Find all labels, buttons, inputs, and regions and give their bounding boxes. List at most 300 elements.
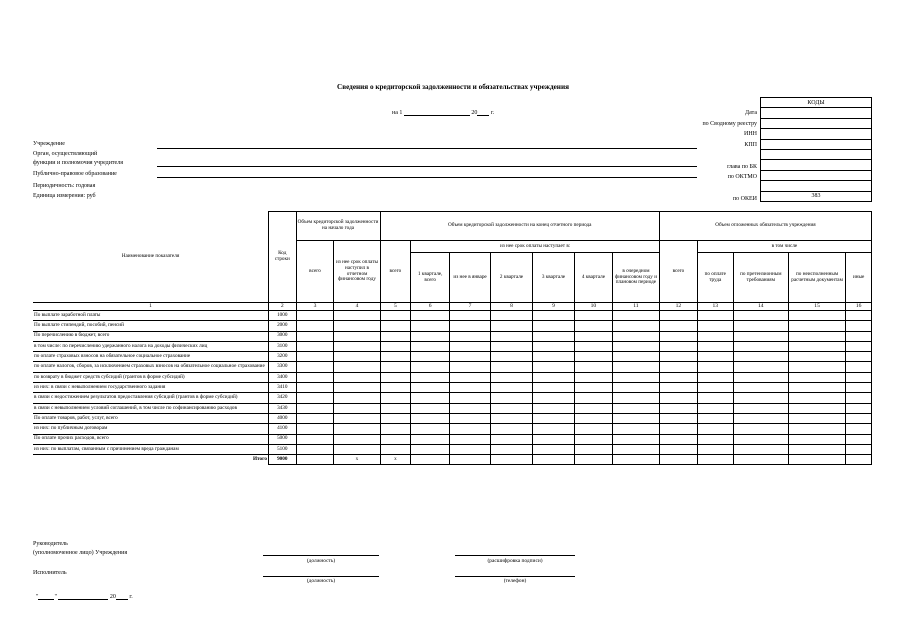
value-cell[interactable] bbox=[697, 331, 733, 341]
value-cell[interactable] bbox=[733, 434, 788, 444]
value-cell[interactable] bbox=[733, 321, 788, 331]
header-oblig-incl: в том числе bbox=[697, 241, 871, 253]
value-cell[interactable] bbox=[380, 341, 411, 351]
codes-label-bk: глава по БК bbox=[727, 164, 757, 170]
header-labor: по оплате труда bbox=[697, 253, 733, 303]
value-cell[interactable] bbox=[574, 372, 612, 382]
value-cell[interactable] bbox=[788, 372, 845, 382]
total-cell[interactable] bbox=[659, 455, 697, 465]
value-cell[interactable] bbox=[659, 434, 697, 444]
code-bk-cell[interactable] bbox=[761, 160, 872, 170]
value-cell[interactable] bbox=[380, 403, 411, 413]
value-cell[interactable] bbox=[659, 413, 697, 423]
value-cell[interactable] bbox=[380, 362, 411, 372]
value-cell[interactable] bbox=[450, 403, 491, 413]
value-cell[interactable] bbox=[788, 331, 845, 341]
code-date-cell[interactable] bbox=[761, 108, 872, 118]
header-next-year: в очередном финансовом году и плановом периоде bbox=[612, 253, 659, 303]
value-cell[interactable] bbox=[380, 444, 411, 454]
value-cell[interactable] bbox=[612, 393, 659, 403]
value-cell[interactable] bbox=[450, 434, 491, 444]
value-cell[interactable] bbox=[697, 362, 733, 372]
value-cell[interactable] bbox=[380, 424, 411, 434]
value-cell[interactable] bbox=[533, 413, 575, 423]
value-cell[interactable] bbox=[491, 383, 533, 393]
value-cell[interactable] bbox=[659, 383, 697, 393]
institution-line[interactable] bbox=[157, 148, 697, 149]
table-row bbox=[33, 341, 872, 351]
value-cell[interactable] bbox=[846, 372, 872, 382]
value-cell[interactable] bbox=[574, 383, 612, 393]
row-name: По оплате прочих расходов, всего bbox=[33, 434, 268, 444]
total-cell[interactable] bbox=[450, 455, 491, 465]
table-row bbox=[33, 403, 872, 413]
value-cell[interactable] bbox=[574, 331, 612, 341]
value-cell[interactable] bbox=[380, 393, 411, 403]
value-cell[interactable] bbox=[411, 341, 450, 351]
label-authority-1: Орган, осуществляющий bbox=[33, 151, 98, 157]
value-cell[interactable] bbox=[380, 434, 411, 444]
value-cell[interactable] bbox=[788, 383, 845, 393]
main-table bbox=[33, 211, 872, 465]
value-cell[interactable] bbox=[574, 444, 612, 454]
value-cell[interactable] bbox=[334, 424, 380, 434]
value-cell[interactable] bbox=[380, 352, 411, 362]
value-cell[interactable] bbox=[733, 424, 788, 434]
value-cell[interactable] bbox=[491, 413, 533, 423]
value-cell[interactable] bbox=[450, 393, 491, 403]
value-cell[interactable] bbox=[697, 444, 733, 454]
codes-label-registry: по Сводному реестру bbox=[702, 121, 757, 127]
value-cell[interactable] bbox=[450, 413, 491, 423]
total-cell[interactable] bbox=[788, 455, 845, 465]
value-cell[interactable] bbox=[411, 403, 450, 413]
row-code: 1000 bbox=[268, 311, 296, 321]
executor-position-line[interactable] bbox=[263, 576, 379, 577]
value-cell[interactable] bbox=[612, 372, 659, 382]
row-name: По оплате товаров, работ, услуг, всего bbox=[33, 413, 268, 423]
value-cell[interactable] bbox=[697, 424, 733, 434]
value-cell[interactable] bbox=[533, 352, 575, 362]
value-cell[interactable] bbox=[612, 403, 659, 413]
value-cell[interactable] bbox=[788, 311, 845, 321]
value-cell[interactable] bbox=[612, 362, 659, 372]
row-code: 3400 bbox=[268, 372, 296, 382]
report-date-line bbox=[392, 108, 494, 116]
value-cell[interactable] bbox=[574, 393, 612, 403]
value-cell[interactable] bbox=[380, 321, 411, 331]
value-cell[interactable] bbox=[612, 413, 659, 423]
code-kpp-cell[interactable] bbox=[761, 139, 872, 149]
codes-label-okei: по ОКЕИ bbox=[732, 196, 757, 202]
code-empty-cell[interactable] bbox=[761, 149, 872, 159]
value-cell[interactable] bbox=[574, 341, 612, 351]
value-cell[interactable] bbox=[659, 311, 697, 321]
value-cell[interactable] bbox=[697, 341, 733, 351]
value-cell[interactable] bbox=[380, 413, 411, 423]
header-q2: 2 квартале bbox=[491, 253, 533, 303]
header-code: Код строки bbox=[268, 212, 296, 303]
value-cell[interactable] bbox=[450, 341, 491, 351]
value-cell[interactable] bbox=[296, 424, 334, 434]
value-cell[interactable] bbox=[846, 444, 872, 454]
value-cell[interactable] bbox=[533, 341, 575, 351]
column-number: 5 bbox=[380, 303, 411, 311]
value-cell[interactable] bbox=[411, 352, 450, 362]
value-cell[interactable] bbox=[788, 393, 845, 403]
value-cell[interactable] bbox=[334, 444, 380, 454]
row-code: 4000 bbox=[268, 413, 296, 423]
value-cell[interactable] bbox=[296, 331, 334, 341]
cap-phone: (телефон) bbox=[503, 578, 527, 584]
value-cell[interactable] bbox=[846, 331, 872, 341]
sign-month-field[interactable] bbox=[58, 592, 108, 600]
value-cell[interactable] bbox=[533, 331, 575, 341]
total-x-mark: x bbox=[334, 455, 380, 465]
row-name: в связи с невыполнением условий соглашений, в том числе по софинансированию расходов bbox=[33, 403, 268, 413]
cap-position: (должность) bbox=[306, 558, 336, 564]
head-position-line[interactable] bbox=[263, 555, 379, 556]
value-cell[interactable] bbox=[411, 331, 450, 341]
value-cell[interactable] bbox=[411, 321, 450, 331]
total-cell[interactable] bbox=[533, 455, 575, 465]
value-cell[interactable] bbox=[574, 403, 612, 413]
value-cell[interactable] bbox=[334, 352, 380, 362]
value-cell[interactable] bbox=[846, 393, 872, 403]
row-name: по оплате налогов, сборов, за исключением страховых взносов на обязательное социальное страхование bbox=[33, 362, 268, 372]
value-cell[interactable] bbox=[533, 311, 575, 321]
value-cell[interactable] bbox=[659, 444, 697, 454]
row-name: в связи с недостижением результатов предоставления субсидий (грантов в форме субсидий) bbox=[33, 393, 268, 403]
total-cell[interactable] bbox=[296, 455, 334, 465]
value-cell[interactable] bbox=[450, 321, 491, 331]
value-cell[interactable] bbox=[296, 413, 334, 423]
value-cell[interactable] bbox=[411, 362, 450, 372]
value-cell[interactable] bbox=[697, 372, 733, 382]
value-cell[interactable] bbox=[788, 444, 845, 454]
value-cell[interactable] bbox=[533, 321, 575, 331]
value-cell[interactable] bbox=[533, 362, 575, 372]
header-end-total: всего bbox=[380, 241, 411, 303]
value-cell[interactable] bbox=[612, 321, 659, 331]
header-unsettled: по неисполненным расчетным документам bbox=[788, 253, 845, 303]
header-q1: 1 квартале, всего bbox=[411, 253, 450, 303]
value-cell[interactable] bbox=[788, 424, 845, 434]
value-cell[interactable] bbox=[788, 413, 845, 423]
value-cell[interactable] bbox=[846, 352, 872, 362]
value-cell[interactable] bbox=[533, 383, 575, 393]
value-cell[interactable] bbox=[411, 444, 450, 454]
value-cell[interactable] bbox=[380, 372, 411, 382]
value-cell[interactable] bbox=[491, 393, 533, 403]
value-cell[interactable] bbox=[697, 352, 733, 362]
value-cell[interactable] bbox=[733, 352, 788, 362]
value-cell[interactable] bbox=[491, 434, 533, 444]
row-code: 5000 bbox=[268, 434, 296, 444]
header-jan: из нее в январе bbox=[450, 253, 491, 303]
value-cell[interactable] bbox=[491, 362, 533, 372]
executor-phone-line[interactable] bbox=[455, 576, 575, 577]
value-cell[interactable] bbox=[334, 434, 380, 444]
value-cell[interactable] bbox=[411, 413, 450, 423]
code-registry-cell[interactable] bbox=[761, 118, 872, 128]
value-cell[interactable] bbox=[612, 341, 659, 351]
header-start-group: Объем кредиторской задолженности на начало года bbox=[296, 212, 380, 241]
value-cell[interactable] bbox=[491, 444, 533, 454]
value-cell[interactable] bbox=[733, 444, 788, 454]
value-cell[interactable] bbox=[533, 403, 575, 413]
column-number-row bbox=[33, 303, 872, 311]
value-cell[interactable] bbox=[788, 321, 845, 331]
date-year-field[interactable] bbox=[477, 108, 489, 116]
table-row bbox=[33, 372, 872, 382]
value-cell[interactable] bbox=[697, 393, 733, 403]
value-cell[interactable] bbox=[450, 372, 491, 382]
value-cell[interactable] bbox=[334, 311, 380, 321]
value-cell[interactable] bbox=[612, 331, 659, 341]
total-x-mark: x bbox=[380, 455, 411, 465]
value-cell[interactable] bbox=[533, 393, 575, 403]
column-number: 13 bbox=[697, 303, 733, 311]
total-cell[interactable] bbox=[574, 455, 612, 465]
header-start-overdue: из нее срок оплаты наступил в отчетном финансовом году bbox=[334, 241, 380, 303]
codes-label-oktmo: по ОКТМО bbox=[727, 174, 757, 180]
value-cell[interactable] bbox=[659, 393, 697, 403]
value-cell[interactable] bbox=[697, 321, 733, 331]
value-cell[interactable] bbox=[733, 311, 788, 321]
value-cell[interactable] bbox=[733, 372, 788, 382]
value-cell[interactable] bbox=[574, 321, 612, 331]
value-cell[interactable] bbox=[450, 352, 491, 362]
value-cell[interactable] bbox=[411, 311, 450, 321]
value-cell[interactable] bbox=[533, 444, 575, 454]
value-cell[interactable] bbox=[574, 413, 612, 423]
column-number: 7 bbox=[450, 303, 491, 311]
label-periodicity: Периодичность: годовая bbox=[33, 183, 96, 189]
total-cell[interactable] bbox=[733, 455, 788, 465]
value-cell[interactable] bbox=[296, 434, 334, 444]
date-prefix: на 1 bbox=[392, 110, 403, 116]
value-cell[interactable] bbox=[659, 321, 697, 331]
value-cell[interactable] bbox=[788, 352, 845, 362]
table-row bbox=[33, 331, 872, 341]
table-row bbox=[33, 424, 872, 434]
value-cell[interactable] bbox=[788, 341, 845, 351]
value-cell[interactable] bbox=[697, 311, 733, 321]
value-cell[interactable] bbox=[296, 321, 334, 331]
value-cell[interactable] bbox=[380, 383, 411, 393]
total-cell[interactable] bbox=[846, 455, 872, 465]
value-cell[interactable] bbox=[411, 372, 450, 382]
value-cell[interactable] bbox=[846, 424, 872, 434]
row-name: По выплате заработной платы bbox=[33, 311, 268, 321]
value-cell[interactable] bbox=[659, 403, 697, 413]
date-day-month-field[interactable] bbox=[404, 108, 470, 116]
value-cell[interactable] bbox=[296, 403, 334, 413]
value-cell[interactable] bbox=[491, 341, 533, 351]
value-cell[interactable] bbox=[450, 424, 491, 434]
table-row bbox=[33, 311, 872, 321]
head-signature-line[interactable] bbox=[455, 555, 575, 556]
value-cell[interactable] bbox=[574, 424, 612, 434]
value-cell[interactable] bbox=[612, 424, 659, 434]
cap-position-2: (должность) bbox=[306, 578, 336, 584]
value-cell[interactable] bbox=[296, 362, 334, 372]
value-cell[interactable] bbox=[846, 362, 872, 372]
value-cell[interactable] bbox=[296, 311, 334, 321]
value-cell[interactable] bbox=[334, 341, 380, 351]
label-public-entity: Публично-правовое образование bbox=[33, 171, 117, 177]
total-code: 9000 bbox=[268, 455, 296, 465]
code-inn-cell[interactable] bbox=[761, 129, 872, 139]
value-cell[interactable] bbox=[697, 403, 733, 413]
value-cell[interactable] bbox=[380, 331, 411, 341]
value-cell[interactable] bbox=[733, 393, 788, 403]
codes-label-kpp: КПП bbox=[744, 142, 757, 148]
table-row bbox=[33, 352, 872, 362]
value-cell[interactable] bbox=[296, 444, 334, 454]
sign-day-field[interactable] bbox=[38, 592, 57, 600]
value-cell[interactable] bbox=[491, 352, 533, 362]
value-cell[interactable] bbox=[450, 362, 491, 372]
value-cell[interactable] bbox=[733, 413, 788, 423]
value-cell[interactable] bbox=[733, 331, 788, 341]
row-name: из них: по публичным договорам bbox=[33, 424, 268, 434]
column-number: 15 bbox=[788, 303, 845, 311]
value-cell[interactable] bbox=[612, 383, 659, 393]
value-cell[interactable] bbox=[450, 331, 491, 341]
code-empty-cell-2[interactable] bbox=[761, 181, 872, 191]
value-cell[interactable] bbox=[697, 413, 733, 423]
sign-year-prefix: 20 bbox=[109, 594, 116, 600]
value-cell[interactable] bbox=[491, 424, 533, 434]
value-cell[interactable] bbox=[533, 424, 575, 434]
value-cell[interactable] bbox=[334, 321, 380, 331]
value-cell[interactable] bbox=[533, 434, 575, 444]
total-cell[interactable] bbox=[411, 455, 450, 465]
value-cell[interactable] bbox=[450, 383, 491, 393]
value-cell[interactable] bbox=[334, 413, 380, 423]
sign-date-suffix: г. bbox=[129, 594, 133, 600]
total-cell[interactable] bbox=[491, 455, 533, 465]
date-year-suffix: г. bbox=[490, 110, 495, 116]
value-cell[interactable] bbox=[334, 331, 380, 341]
value-cell[interactable] bbox=[296, 383, 334, 393]
public-entity-line[interactable] bbox=[157, 177, 697, 178]
header-other: иные bbox=[846, 253, 872, 303]
row-code: 3430 bbox=[268, 403, 296, 413]
value-cell[interactable] bbox=[574, 362, 612, 372]
value-cell[interactable] bbox=[450, 444, 491, 454]
row-code: 3410 bbox=[268, 383, 296, 393]
value-cell[interactable] bbox=[846, 321, 872, 331]
table-row bbox=[33, 383, 872, 393]
value-cell[interactable] bbox=[659, 362, 697, 372]
column-number: 10 bbox=[574, 303, 612, 311]
row-name: По выплате стипендий, пособий, пенсий bbox=[33, 321, 268, 331]
value-cell[interactable] bbox=[697, 434, 733, 444]
value-cell[interactable] bbox=[733, 362, 788, 372]
value-cell[interactable] bbox=[296, 393, 334, 403]
value-cell[interactable] bbox=[491, 321, 533, 331]
total-row bbox=[33, 455, 872, 465]
total-cell[interactable] bbox=[697, 455, 733, 465]
value-cell[interactable] bbox=[788, 362, 845, 372]
codes-label-date: Дата bbox=[745, 110, 757, 116]
value-cell[interactable] bbox=[697, 383, 733, 393]
value-cell[interactable] bbox=[733, 403, 788, 413]
value-cell[interactable] bbox=[450, 311, 491, 321]
value-cell[interactable] bbox=[659, 331, 697, 341]
value-cell[interactable] bbox=[659, 352, 697, 362]
value-cell[interactable] bbox=[612, 311, 659, 321]
value-cell[interactable] bbox=[733, 383, 788, 393]
value-cell[interactable] bbox=[491, 331, 533, 341]
table-row bbox=[33, 413, 872, 423]
column-number: 16 bbox=[846, 303, 872, 311]
value-cell[interactable] bbox=[846, 311, 872, 321]
value-cell[interactable] bbox=[846, 434, 872, 444]
value-cell[interactable] bbox=[491, 372, 533, 382]
row-code: 4100 bbox=[268, 424, 296, 434]
row-name: по оплате страховых взносов на обязательное социальное страхование bbox=[33, 352, 268, 362]
value-cell[interactable] bbox=[296, 352, 334, 362]
row-name: из них: по выплатам, связанным с причинением вреда гражданам bbox=[33, 444, 268, 454]
value-cell[interactable] bbox=[788, 403, 845, 413]
value-cell[interactable] bbox=[659, 372, 697, 382]
authority-line[interactable] bbox=[157, 166, 697, 167]
value-cell[interactable] bbox=[334, 383, 380, 393]
value-cell[interactable] bbox=[296, 372, 334, 382]
value-cell[interactable] bbox=[334, 372, 380, 382]
value-cell[interactable] bbox=[612, 434, 659, 444]
row-code: 3420 bbox=[268, 393, 296, 403]
value-cell[interactable] bbox=[659, 424, 697, 434]
sign-year-field[interactable] bbox=[116, 592, 128, 600]
value-cell[interactable] bbox=[788, 434, 845, 444]
value-cell[interactable] bbox=[411, 383, 450, 393]
code-oktmo-cell[interactable] bbox=[761, 170, 872, 180]
value-cell[interactable] bbox=[334, 393, 380, 403]
value-cell[interactable] bbox=[733, 341, 788, 351]
value-cell[interactable] bbox=[491, 311, 533, 321]
value-cell[interactable] bbox=[846, 403, 872, 413]
value-cell[interactable] bbox=[574, 311, 612, 321]
value-cell[interactable] bbox=[612, 444, 659, 454]
value-cell[interactable] bbox=[659, 341, 697, 351]
row-name: По перечислению в бюджет, всего bbox=[33, 331, 268, 341]
value-cell[interactable] bbox=[411, 434, 450, 444]
code-okei-cell: 383 bbox=[761, 191, 872, 201]
value-cell[interactable] bbox=[491, 403, 533, 413]
value-cell[interactable] bbox=[296, 341, 334, 351]
value-cell[interactable] bbox=[574, 352, 612, 362]
column-number: 6 bbox=[411, 303, 450, 311]
total-cell[interactable] bbox=[612, 455, 659, 465]
value-cell[interactable] bbox=[334, 403, 380, 413]
value-cell[interactable] bbox=[533, 372, 575, 382]
value-cell[interactable] bbox=[411, 424, 450, 434]
value-cell[interactable] bbox=[574, 434, 612, 444]
date-year-prefix: 20 bbox=[471, 110, 478, 116]
value-cell[interactable] bbox=[846, 383, 872, 393]
value-cell[interactable] bbox=[612, 352, 659, 362]
value-cell[interactable] bbox=[411, 393, 450, 403]
value-cell[interactable] bbox=[846, 413, 872, 423]
value-cell[interactable] bbox=[846, 341, 872, 351]
value-cell[interactable] bbox=[334, 362, 380, 372]
value-cell[interactable] bbox=[380, 311, 411, 321]
